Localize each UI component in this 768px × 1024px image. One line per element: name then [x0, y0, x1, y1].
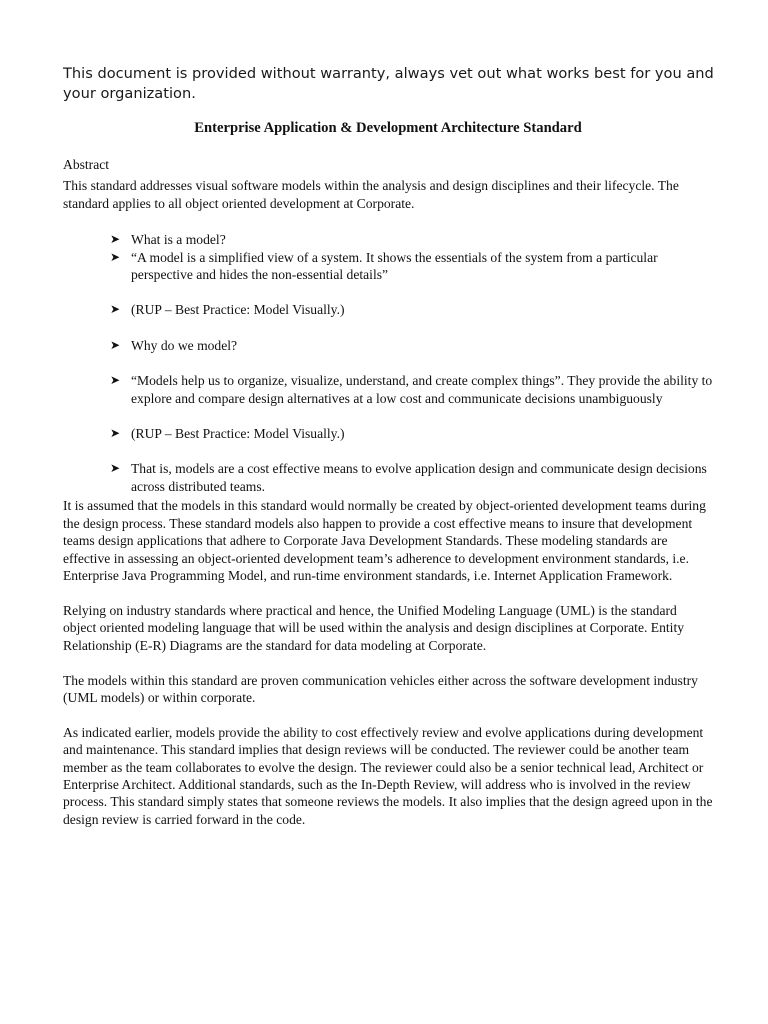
document-title: Enterprise Application & Development Architecture Standard [194, 120, 582, 136]
body-paragraph: It is assumed that the models in this standard would normally be created by object-oriented development teams during the design process. These standard models also happen to provide a cost effective means to insure that development teams design applications that adhere to Corporate Java Development Standards. These modeling standards are effective in assessing an object-oriented development team’s adherence to development environment standards, i.e. Enterprise Java Programming Model, and run-time environment standards, i.e. Internet Application Framework. [63, 498, 706, 583]
list-item [110, 460, 713, 495]
arrow-bullet-icon: ➤ [110, 232, 121, 247]
arrow-bullet-icon: ➤ [110, 302, 121, 317]
arrow-bullet-icon: ➤ [110, 373, 121, 388]
list-item [110, 249, 713, 284]
disclaimer-text: This document is provided without warranty, always vet out what works best for you and your organization. [63, 65, 714, 102]
document-body [63, 118, 713, 828]
body-paragraph: Relying on industry standards where practical and hence, the Unified Modeling Language (UML) is the standard object oriented modeling language that will be used within the analysis and design disciplines at Corporate. Entity Relationship (E-R) Diagrams are the standard for data modeling at Corporate. [63, 602, 685, 653]
list-item [110, 231, 713, 248]
list-item [110, 372, 713, 407]
bullet-text: (RUP – Best Practice: Model Visually.) [131, 302, 345, 318]
abstract-text: This standard addresses visual software models within the analysis and design disciplines and their lifecycle. The standard applies to all object oriented development at Corporate. [63, 178, 679, 211]
body-paragraph: As indicated earlier, models provide the ability to cost effectively review and evolve applications during development and maintenance. This standard implies that design reviews will be conducted. The reviewer could be another team member as the team collaborates to evolve the design. The reviewer could also be a senior technical lead, Architect or Enterprise Architect. Additional standards, such as the In-Depth Review, will address who is involved in the review process. This standard simply states that someone reviews the models. It also implies that the design agreed upon in the design review is carried forward in the code. [63, 724, 713, 827]
bullet-text: “A model is a simplified view of a system. It shows the essentials of the system from a particular perspective and hides the non-essential details” [131, 249, 658, 283]
arrow-bullet-icon: ➤ [110, 461, 121, 476]
abstract-heading: Abstract [63, 157, 110, 172]
bullet-text: (RUP – Best Practice: Model Visually.) [131, 426, 345, 442]
bullet-list [63, 231, 713, 495]
bullet-text: What is a model? [131, 232, 226, 248]
list-item [110, 301, 713, 318]
arrow-bullet-icon: ➤ [110, 337, 121, 352]
bullet-text: That is, models are a cost effective means to evolve application design and communicate design decisions across distributed teams. [131, 461, 707, 494]
list-item [110, 425, 713, 442]
bullet-text: Why do we model? [131, 337, 238, 353]
arrow-bullet-icon: ➤ [110, 249, 121, 264]
list-item [110, 337, 713, 354]
body-paragraph: The models within this standard are proven communication vehicles either across the software development industry (UML models) or within corporate. [63, 672, 698, 705]
arrow-bullet-icon: ➤ [110, 426, 121, 441]
bullet-text: “Models help us to organize, visualize, understand, and create complex things”. They provide the ability to explore and compare design alternatives at a low cost and communicate decisions unambiguously [131, 373, 713, 406]
